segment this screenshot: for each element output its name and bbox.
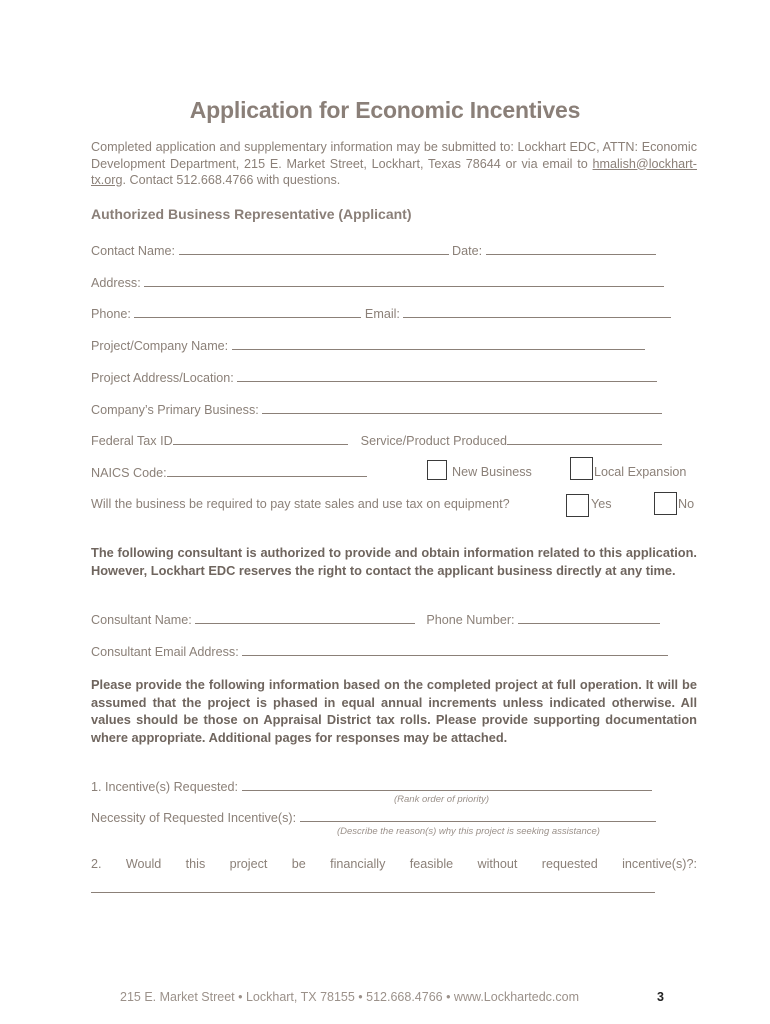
consultant-name-field[interactable] [91, 612, 660, 627]
incentives-requested-field[interactable] [91, 779, 652, 794]
consultant-email-line[interactable] [242, 644, 668, 656]
page-title: Application for Economic Incentives [189, 97, 581, 123]
address-label: Address: [91, 276, 141, 290]
naics-field[interactable] [91, 465, 367, 480]
no-label: No [678, 497, 695, 511]
federal-tax-id-label: Federal Tax ID [91, 434, 173, 448]
project-company-field[interactable] [91, 338, 645, 353]
consultant-email-label: Consultant Email Address: [91, 645, 239, 659]
primary-business-label: Company’s Primary Business: [91, 403, 259, 417]
info-paragraph: Please provide the following information based on the completed project at full operation. It will be assumed that the project is phased in equal annual increments unless indicated otherwise. All values should be those on Appraisal District tax rolls. Please provide supporting documentation where appropriate. Additional pages for responses may be attached. [91, 677, 697, 745]
rank-order-note: (Rank order of priority) [394, 794, 490, 805]
service-product-line[interactable] [507, 433, 662, 445]
phone-email-field[interactable] [91, 306, 671, 321]
email-link[interactable]: hmalish@lockhart-tx.org [91, 156, 697, 187]
consultant-paragraph: The following consultant is authorized to provide and obtain information related to this application. However, Lockhart EDC reserves the right to contact the applicant business directly at any time. [91, 545, 697, 578]
date-label: Date: [452, 244, 483, 258]
federal-tax-id-line[interactable] [173, 433, 348, 445]
necessity-label: Necessity of Requested Incentive(s): [91, 811, 297, 825]
primary-business-field[interactable] [91, 402, 662, 417]
project-company-label: Project/Company Name: [91, 339, 229, 353]
contact-name-field[interactable] [91, 243, 656, 258]
necessity-field[interactable] [91, 810, 656, 825]
phone-label: Phone: [91, 307, 131, 321]
consultant-phone-line[interactable] [518, 612, 660, 624]
intro-text: Completed application and supplementary information may be submitted to: Lockhart EDC, ATTN: Economic Development Department, 215 E. Market Street, Lockhart, Texas 78644 or via email to [91, 140, 697, 171]
new-business-checkbox[interactable] [427, 460, 447, 480]
no-checkbox[interactable] [654, 492, 677, 515]
tax-id-service-field[interactable] [91, 433, 662, 448]
date-line[interactable] [486, 243, 656, 255]
primary-business-line[interactable] [262, 402, 662, 414]
project-company-line[interactable] [232, 338, 645, 350]
section-title-applicant: Authorized Business Representative (Applicant) [91, 206, 412, 222]
local-expansion-checkbox[interactable] [570, 457, 593, 480]
consultant-phone-label: Phone Number: [426, 613, 515, 627]
feasibility-answer-line[interactable] [91, 892, 655, 893]
contact-name-line[interactable] [179, 243, 449, 255]
page-number: 3 [657, 990, 664, 1004]
address-line[interactable] [144, 275, 664, 287]
naics-label: NAICS Code: [91, 466, 167, 480]
yes-label: Yes [591, 497, 612, 511]
intro-paragraph [91, 139, 697, 189]
email-line[interactable] [403, 306, 671, 318]
incentives-requested-line[interactable] [242, 779, 652, 791]
phone-line[interactable] [134, 306, 361, 318]
naics-line[interactable] [167, 465, 367, 477]
new-business-label: New Business [452, 465, 532, 479]
project-address-field[interactable] [91, 370, 657, 385]
local-expansion-label: Local Expansion [594, 465, 687, 479]
service-product-label: Service/Product Produced [360, 434, 507, 448]
contact-name-label: Contact Name: [91, 244, 175, 258]
consultant-name-line[interactable] [195, 612, 415, 624]
necessity-line[interactable] [300, 810, 656, 822]
address-field[interactable] [91, 275, 664, 290]
incentives-requested-label: 1. Incentive(s) Requested: [91, 780, 239, 794]
sales-tax-question: Will the business be required to pay state sales and use tax on equipment? [91, 497, 510, 511]
feasibility-question: 2. Would this project be financially feasible without requested incentive(s)?: [91, 857, 697, 871]
necessity-note: (Describe the reason(s) why this project is seeking assistance) [337, 826, 600, 837]
project-address-line[interactable] [237, 370, 657, 382]
project-address-label: Project Address/Location: [91, 371, 234, 385]
consultant-name-label: Consultant Name: [91, 613, 192, 627]
yes-checkbox[interactable] [566, 494, 589, 517]
email-label: Email: [364, 307, 400, 321]
intro-tail: . Contact 512.668.4766 with questions. [122, 173, 341, 187]
consultant-email-field[interactable] [91, 644, 668, 659]
footer-address: 215 E. Market Street • Lockhart, TX 78155 • 512.668.4766 • www.Lockhartedc.com [120, 990, 579, 1004]
